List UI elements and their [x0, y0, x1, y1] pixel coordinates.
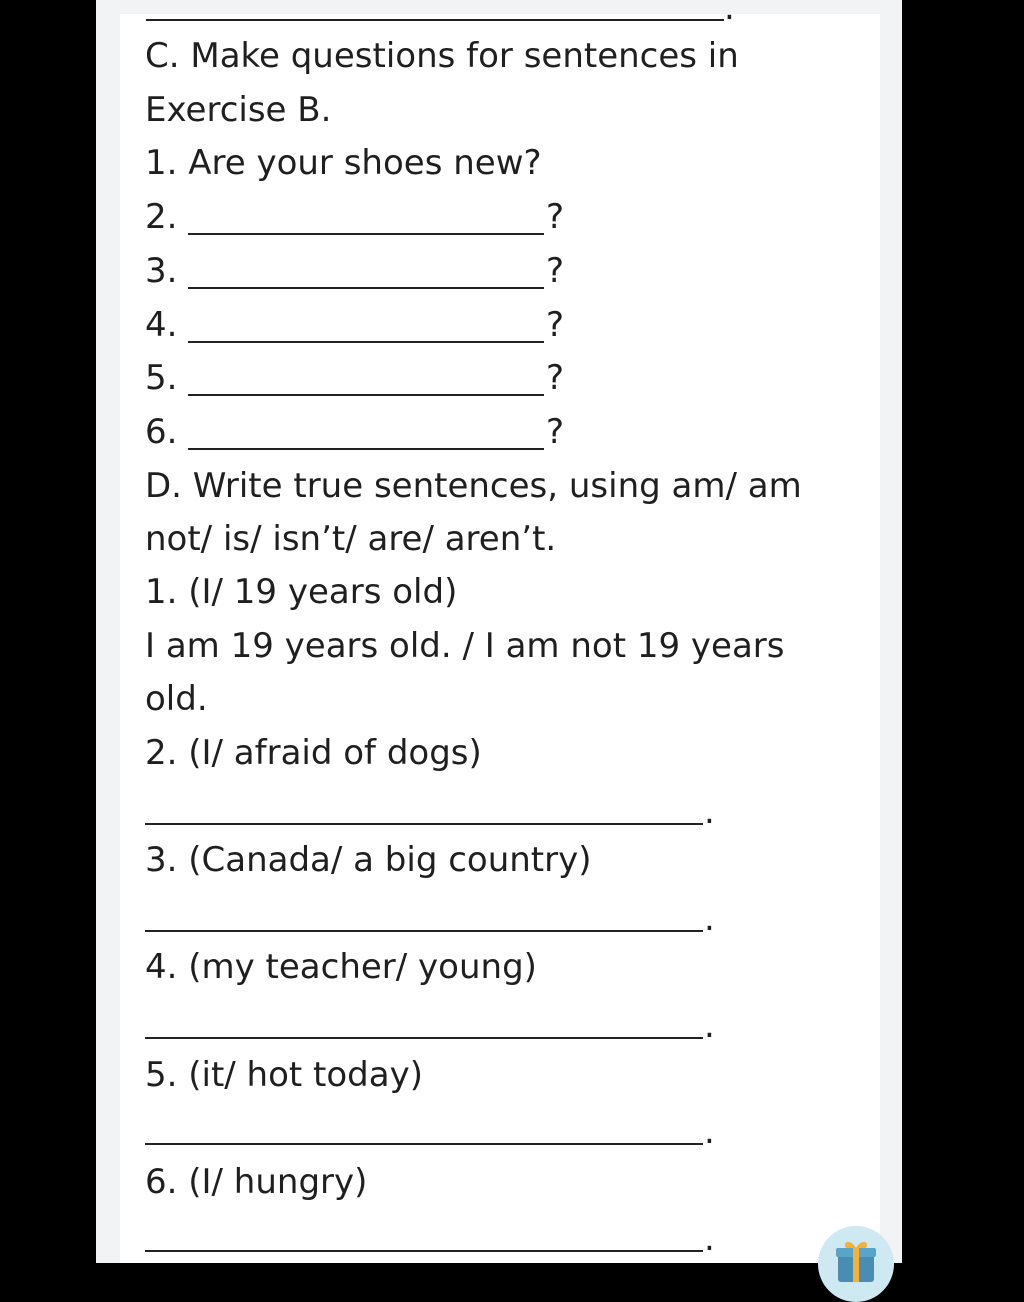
- gift-icon: [834, 1238, 878, 1282]
- answer-line[interactable]: [145, 823, 703, 825]
- answer-blank[interactable]: [188, 394, 544, 396]
- answer-blank[interactable]: [188, 287, 544, 289]
- answer-line: [146, 19, 724, 21]
- line-end-period: .: [704, 792, 715, 832]
- section-c-heading-cont: Exercise B.: [145, 90, 332, 130]
- section-d-example-prompt: 1. (I/ 19 years old): [145, 572, 458, 612]
- line-end-period: .: [704, 1006, 715, 1046]
- answer-blank[interactable]: [188, 233, 544, 235]
- exercise-prompt: 6. (I/ hungry): [145, 1162, 368, 1202]
- section-d-heading-cont: not/ is/ isn’t/ are/ aren’t.: [145, 519, 557, 559]
- question-number: 4.: [145, 305, 178, 345]
- answer-line[interactable]: [145, 1250, 703, 1252]
- question-mark: ?: [546, 251, 565, 291]
- question-mark: ?: [546, 358, 565, 398]
- answer-line[interactable]: [145, 1037, 703, 1039]
- line-end-period: .: [704, 1112, 715, 1152]
- exercise-prompt: 4. (my teacher/ young): [145, 947, 537, 987]
- exercise-prompt: 3. (Canada/ a big country): [145, 840, 592, 880]
- question-mark: ?: [546, 305, 565, 345]
- answer-line[interactable]: [145, 1143, 703, 1145]
- question-number: 2.: [145, 197, 178, 237]
- gift-button[interactable]: [818, 1226, 894, 1302]
- answer-line[interactable]: [145, 930, 703, 932]
- exercise-prompt: 5. (it/ hot today): [145, 1055, 423, 1095]
- line-end-period: .: [704, 899, 715, 939]
- section-c-heading: C. Make questions for sentences in: [145, 36, 739, 76]
- question-number: 5.: [145, 358, 178, 398]
- section-d-example-answer: I am 19 years old. / I am not 19 years: [145, 626, 785, 666]
- answer-blank[interactable]: [188, 341, 544, 343]
- question-mark: ?: [546, 197, 565, 237]
- section-d-heading: D. Write true sentences, using am/ am: [145, 466, 802, 506]
- question-number: 6.: [145, 412, 178, 452]
- exercise-prompt: 2. (I/ afraid of dogs): [145, 733, 482, 773]
- question-mark: ?: [546, 412, 565, 452]
- line-end-period: .: [704, 1219, 715, 1259]
- section-c-example: 1. Are your shoes new?: [145, 143, 542, 183]
- answer-blank[interactable]: [188, 448, 544, 450]
- line-end-period: .: [724, 0, 735, 28]
- question-number: 3.: [145, 251, 178, 291]
- section-d-example-answer-cont: old.: [145, 679, 208, 719]
